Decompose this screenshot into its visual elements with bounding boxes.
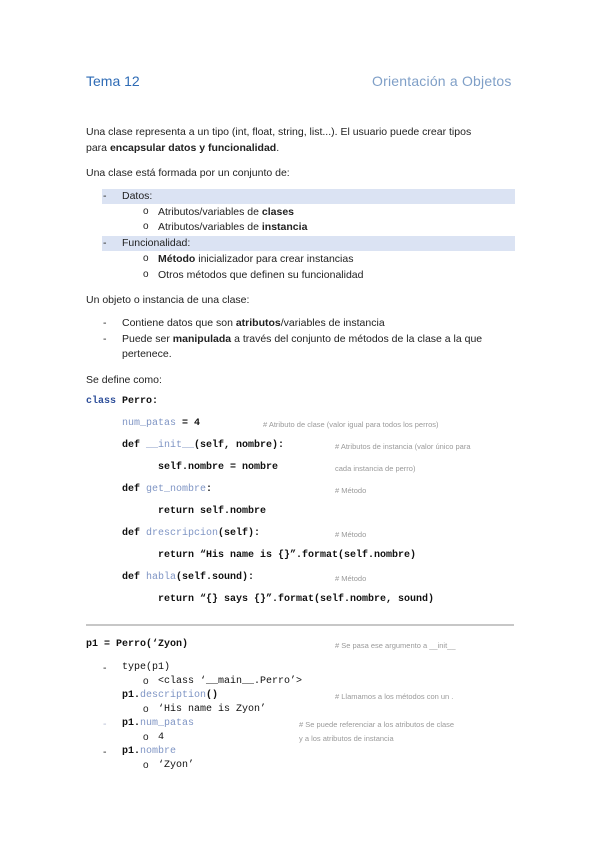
usage-description bbox=[122, 690, 218, 701]
section-divider bbox=[86, 624, 514, 626]
attr-nombre-ref: nombre bbox=[140, 746, 177, 757]
code-line-descripcion bbox=[122, 528, 260, 539]
list-dash: - bbox=[103, 190, 107, 202]
list-item-attr-instancia bbox=[158, 221, 307, 233]
bullet-o: o bbox=[143, 206, 149, 217]
usage-num-patas-result: 4 bbox=[158, 732, 165, 743]
code-line-num-patas bbox=[122, 418, 200, 429]
usage-nombre bbox=[122, 746, 176, 757]
method-descripcion: drescripcion bbox=[146, 528, 219, 539]
objeto-b1-a: Contiene datos que son bbox=[122, 317, 236, 329]
list-dash: - bbox=[103, 237, 107, 249]
usage-type: type(p1) bbox=[122, 662, 171, 673]
init-params: (self, nombre): bbox=[194, 440, 285, 451]
metodo-bold: Método bbox=[158, 253, 196, 265]
intro-line-2-c: . bbox=[276, 142, 280, 154]
list-dash: - bbox=[103, 746, 107, 758]
method-description: description bbox=[140, 690, 207, 701]
code-line-return-says: return “{} says {}”.format(self.nombre, sound) bbox=[158, 594, 435, 605]
doc-topic: Tema 12 bbox=[86, 73, 140, 89]
p1-prefix: p1. bbox=[122, 718, 141, 729]
list-dash: - bbox=[103, 718, 107, 730]
attr-instancia-bold: instancia bbox=[261, 221, 308, 233]
usage-p1-assign: p1 = Perro(‘Zyon) bbox=[86, 639, 189, 650]
code-line-habla bbox=[122, 572, 254, 583]
code-line-return-format: return “His name is {}”.format(self.nombre) bbox=[158, 550, 417, 561]
se-define-label: Se define como: bbox=[86, 374, 162, 386]
list-item-datos: Datos: bbox=[122, 190, 153, 202]
list-dash: - bbox=[103, 333, 107, 345]
list-dash: - bbox=[103, 317, 107, 329]
descripcion-params: (self): bbox=[218, 528, 261, 539]
def-keyword: def bbox=[122, 528, 147, 539]
list-item-attr-clases bbox=[158, 206, 294, 218]
class-name: Perro: bbox=[116, 396, 159, 407]
list-item-funcionalidad: Funcionalidad: bbox=[122, 237, 191, 249]
objeto-bullet-1 bbox=[122, 317, 385, 329]
method-habla: habla bbox=[146, 572, 177, 583]
description-parens: () bbox=[206, 690, 219, 701]
doc-section-title: Orientación a Objetos bbox=[372, 73, 512, 89]
bullet-o: o bbox=[143, 253, 149, 264]
intro-line-3: Una clase está formada por un conjunto de: bbox=[86, 167, 290, 179]
code-line-init bbox=[122, 440, 284, 451]
highlight-band-datos bbox=[102, 189, 515, 204]
objeto-b2-bold: manipulada bbox=[172, 333, 232, 345]
attr-instancia-text: Atributos/variables de bbox=[158, 221, 262, 233]
get-nombre-colon: : bbox=[206, 484, 213, 495]
method-get-nombre: get_nombre bbox=[146, 484, 207, 495]
usage-type-result: <class ‘__main__.Perro’> bbox=[158, 676, 303, 687]
intro-line-1: Una clase representa a un tipo (int, float, string, list...). El usuario puede crear tipos bbox=[86, 126, 472, 138]
def-keyword: def bbox=[122, 440, 147, 451]
attr-num-patas-ref: num_patas bbox=[140, 718, 195, 729]
usage-num-patas bbox=[122, 718, 194, 729]
comment-metodo: # Método bbox=[335, 530, 367, 539]
objeto-b2-c: a través del conjunto de métodos de la clase a la que bbox=[231, 333, 483, 345]
bullet-o: o bbox=[143, 269, 149, 280]
objeto-title: Un objeto o instancia de una clase: bbox=[86, 294, 250, 306]
attr-clases-bold: clases bbox=[261, 206, 295, 218]
bullet-o: o bbox=[143, 704, 149, 715]
comment-atributo-clase: # Atributo de clase (valor igual para todos los perros) bbox=[263, 420, 439, 429]
attr-num-patas: num_patas bbox=[122, 418, 177, 429]
p1-prefix: p1. bbox=[122, 746, 141, 757]
method-init: __init__ bbox=[146, 440, 195, 451]
comment-atributos-instancia: # Atributos de instancia (valor único para bbox=[335, 442, 471, 451]
comment-metodo: # Método bbox=[335, 486, 367, 495]
bullet-o: o bbox=[143, 676, 149, 687]
comment-cada-instancia: cada instancia de perro) bbox=[335, 464, 416, 473]
comment-llamamos-metodos: # Llamamos a los métodos con un . bbox=[335, 692, 454, 701]
comment-argumento-init: # Se pasa ese argumento a __init__ bbox=[335, 641, 456, 650]
objeto-b1-c: /variables de instancia bbox=[280, 317, 385, 329]
objeto-bullet-2-cont: pertenece. bbox=[122, 348, 172, 360]
intro-line-2-bold: encapsular datos y funcionalidad bbox=[109, 142, 277, 154]
list-item-metodo bbox=[158, 253, 353, 265]
code-line-get-nombre bbox=[122, 484, 212, 495]
list-item-otros: Otros métodos que definen su funcionalidad bbox=[158, 269, 364, 281]
code-line-class bbox=[86, 396, 158, 407]
code-line-return-nombre: return self.nombre bbox=[158, 506, 267, 517]
comment-metodo: # Método bbox=[335, 574, 367, 583]
bullet-o: o bbox=[143, 732, 149, 743]
comment-referenciar-1: # Se puede referenciar a los atributos de clase bbox=[299, 720, 455, 729]
def-keyword: def bbox=[122, 484, 147, 495]
keyword-class: class bbox=[86, 396, 117, 407]
usage-description-result: ‘His name is Zyon’ bbox=[158, 704, 267, 715]
objeto-b2-a: Puede ser bbox=[122, 333, 173, 345]
def-keyword: def bbox=[122, 572, 147, 583]
p1-prefix: p1. bbox=[122, 690, 141, 701]
attr-clases-text: Atributos/variables de bbox=[158, 206, 262, 218]
list-dash: - bbox=[103, 662, 107, 674]
objeto-bullet-2 bbox=[122, 333, 482, 345]
code-line-self-nombre: self.nombre = nombre bbox=[158, 462, 279, 473]
metodo-text: inicializador para crear instancias bbox=[195, 253, 354, 265]
usage-nombre-result: ‘Zyon’ bbox=[158, 760, 195, 771]
intro-line-2 bbox=[86, 142, 279, 154]
objeto-b1-bold: atributos bbox=[235, 317, 281, 329]
num-patas-value: = 4 bbox=[176, 418, 201, 429]
habla-params: (self.sound): bbox=[176, 572, 255, 583]
comment-referenciar-2: y a los atributos de instancia bbox=[299, 734, 394, 743]
bullet-o: o bbox=[143, 221, 149, 232]
intro-line-2-a: para bbox=[86, 142, 110, 154]
bullet-o: o bbox=[143, 760, 149, 771]
